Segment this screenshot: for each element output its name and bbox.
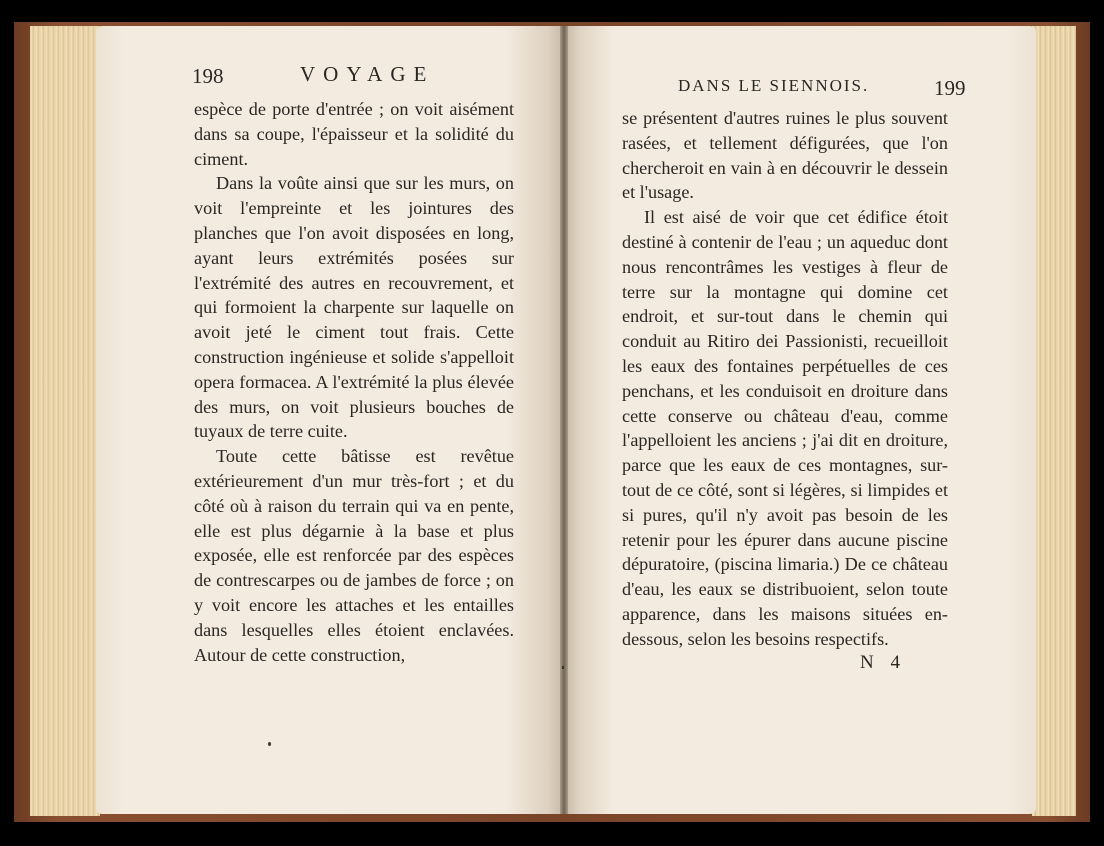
right-page-text bbox=[622, 106, 948, 652]
right-page-edges bbox=[1032, 26, 1076, 816]
left-paragraph-2: Dans la voûte ainsi que sur les murs, on voit l'empreinte et les jointures des planches que l'on avoit disposées en long, ayant leurs extrémités posées sur l'extrémité des autres en recouvrement, et qui formoient la charpente sur laquelle on avoit jeté le ciment tout frais. Cette construction ingénieuse et solide s'appelloit opera formacea. A l'extrémité la plus élevée des murs, on voit plusieurs bouches de tuyaux de terre cuite. bbox=[194, 173, 514, 442]
left-paragraph-3: Toute cette bâtisse est revêtue extérieurement d'un mur très-fort ; et du côté où à raison du terrain qui va en pente, elle est plus dégarnie à la base et plus exposée, elle est renforcée par des espèces de contrescarpes ou de jambes de force ; on y voit encore les attaches et les entailles dans lesquelles elles étoient enclavées. Autour de cette construction, bbox=[194, 446, 514, 665]
paper-speck bbox=[562, 666, 564, 669]
left-page-number: 198 bbox=[192, 64, 224, 88]
left-page-edges bbox=[30, 26, 100, 816]
paper-speck bbox=[268, 742, 271, 746]
signature-mark: N 4 bbox=[860, 652, 906, 673]
left-paragraph-1: espèce de porte d'entrée ; on voit aisément dans sa coupe, l'épaisseur et la solidité du ciment. bbox=[194, 99, 514, 169]
book-gutter bbox=[560, 26, 568, 814]
right-paragraph-1: se présentent d'autres ruines le plus souvent rasées, et tellement défigurées, que l'on chercheroit en vain à en découvrir le dessein et l'usage. bbox=[622, 108, 948, 203]
right-running-title: DANS LE SIENNOIS. bbox=[678, 76, 870, 95]
left-page-text bbox=[194, 97, 514, 667]
left-running-title: VOYAGE bbox=[300, 62, 435, 86]
right-page-number: 199 bbox=[934, 76, 966, 100]
right-paragraph-2: Il est aisé de voir que cet édifice étoit destiné à contenir de l'eau ; un aqueduc dont nous rencontrâmes les vestiges à fleur de terre sur la montagne qui domine cet endroit, et sur-tout dans le chemin qui conduit au Ritiro dei Passionisti, recueilloit les eaux des fontaines perpétuelles de ces penchans, et les conduisoit en droiture dans cette conserve ou château d'eau, comme l'appelloient les anciens ; j'ai dit en droiture, parce que les eaux de ces montagnes, sur-tout de ce côté, sont si légères, si limpides et si pures, qu'il n'y avoit pas besoin de les retenir pour les épurer dans aucune piscine dépuratoire, (piscina limaria.) De ce château d'eau, les eaux se distribuoient, selon toute apparence, dans les maisons situées en-dessous, selon les besoins respectifs. bbox=[622, 207, 948, 649]
